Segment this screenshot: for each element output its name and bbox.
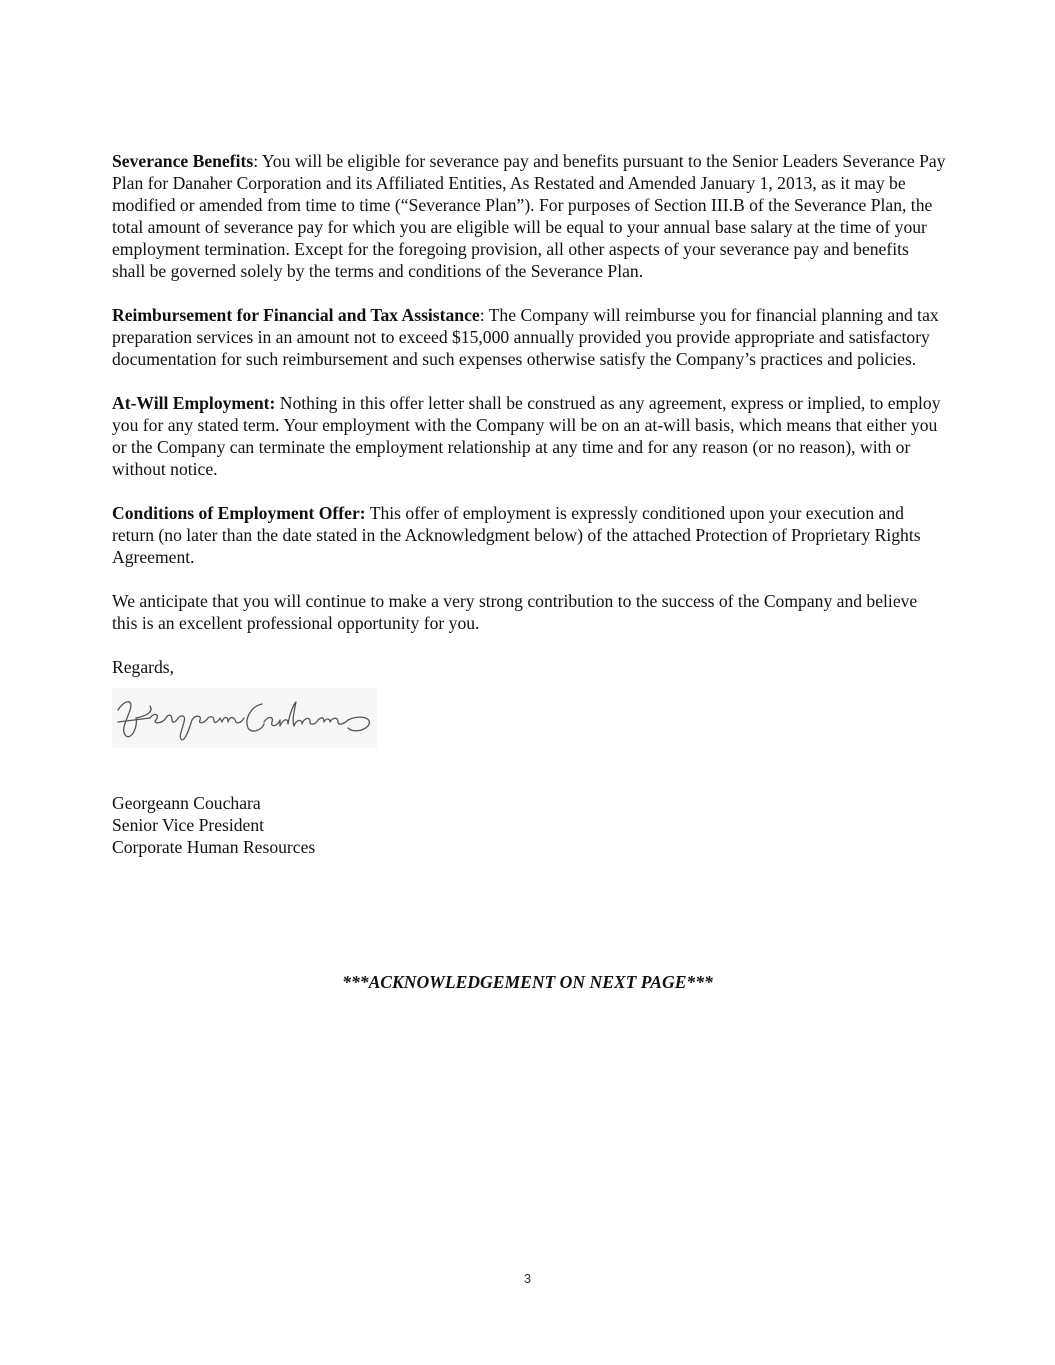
closing-paragraph: We anticipate that you will continue to make a very strong contribution to the success of the Company and believe this is an excellent professional opportunity for you. [112, 591, 918, 633]
page-number: 3 [523, 1271, 532, 1286]
handwritten-signature [112, 688, 377, 748]
at-will-employment-paragraph [112, 392, 946, 480]
section-text: : The Company will reimburse you for financial planning and tax preparation services in an amount not to exceed $15,000 annually provided you provide appropriate and satisfactory documentation for such reimbursement and such expenses otherwise satisfy the Company’s practices and policies. [112, 305, 939, 369]
signer-title: Senior Vice President [112, 815, 265, 835]
section-text: : You will be eligible for severance pay and benefits pursuant to the Senior Leaders Severance Pay Plan for Danaher Corporation and its Affiliated Entities, As Restated and Amended January 1, 2013, as it may be modified or amended from time to time (“Severance Plan”). For purposes of Section III.B of the Severance Plan, the total amount of severance pay for which you are eligible will be equal to your annual base salary at the time of your employment termination. Except for the foregoing provision, all other aspects of your severance pay and benefits shall be governed solely by the terms and conditions of the Severance Plan. [112, 151, 946, 281]
section-heading: Severance Benefits [112, 151, 254, 171]
acknowledgement-notice: ***ACKNOWLEDGEMENT ON NEXT PAGE*** [342, 972, 713, 992]
section-text: Nothing in this offer letter shall be construed as any agreement, express or implied, to employ you for any stated term. Your employment with the Company will be on an at-will basis, which means that either you or the Company can terminate the employment relationship at any time and for any reason (or no reason), with or without notice. [112, 393, 941, 479]
section-heading: Conditions of Employment Offer: [112, 503, 366, 523]
signer-block [112, 792, 946, 858]
severance-benefits-paragraph [112, 150, 946, 282]
signer-department: Corporate Human Resources [112, 837, 316, 857]
reimbursement-paragraph [112, 304, 946, 370]
section-text: This offer of employment is expressly conditioned upon your execution and return (no later than the date stated in the Acknowledgment below) of the attached Protection of Proprietary Rights Agreement. [112, 503, 921, 567]
section-heading: At-Will Employment: [112, 393, 276, 413]
signer-name: Georgeann Couchara [112, 793, 261, 813]
salutation: Regards, [112, 657, 175, 677]
conditions-of-employment-paragraph [112, 502, 946, 568]
letter-body [112, 150, 946, 858]
section-heading: Reimbursement for Financial and Tax Assistance [112, 305, 480, 325]
